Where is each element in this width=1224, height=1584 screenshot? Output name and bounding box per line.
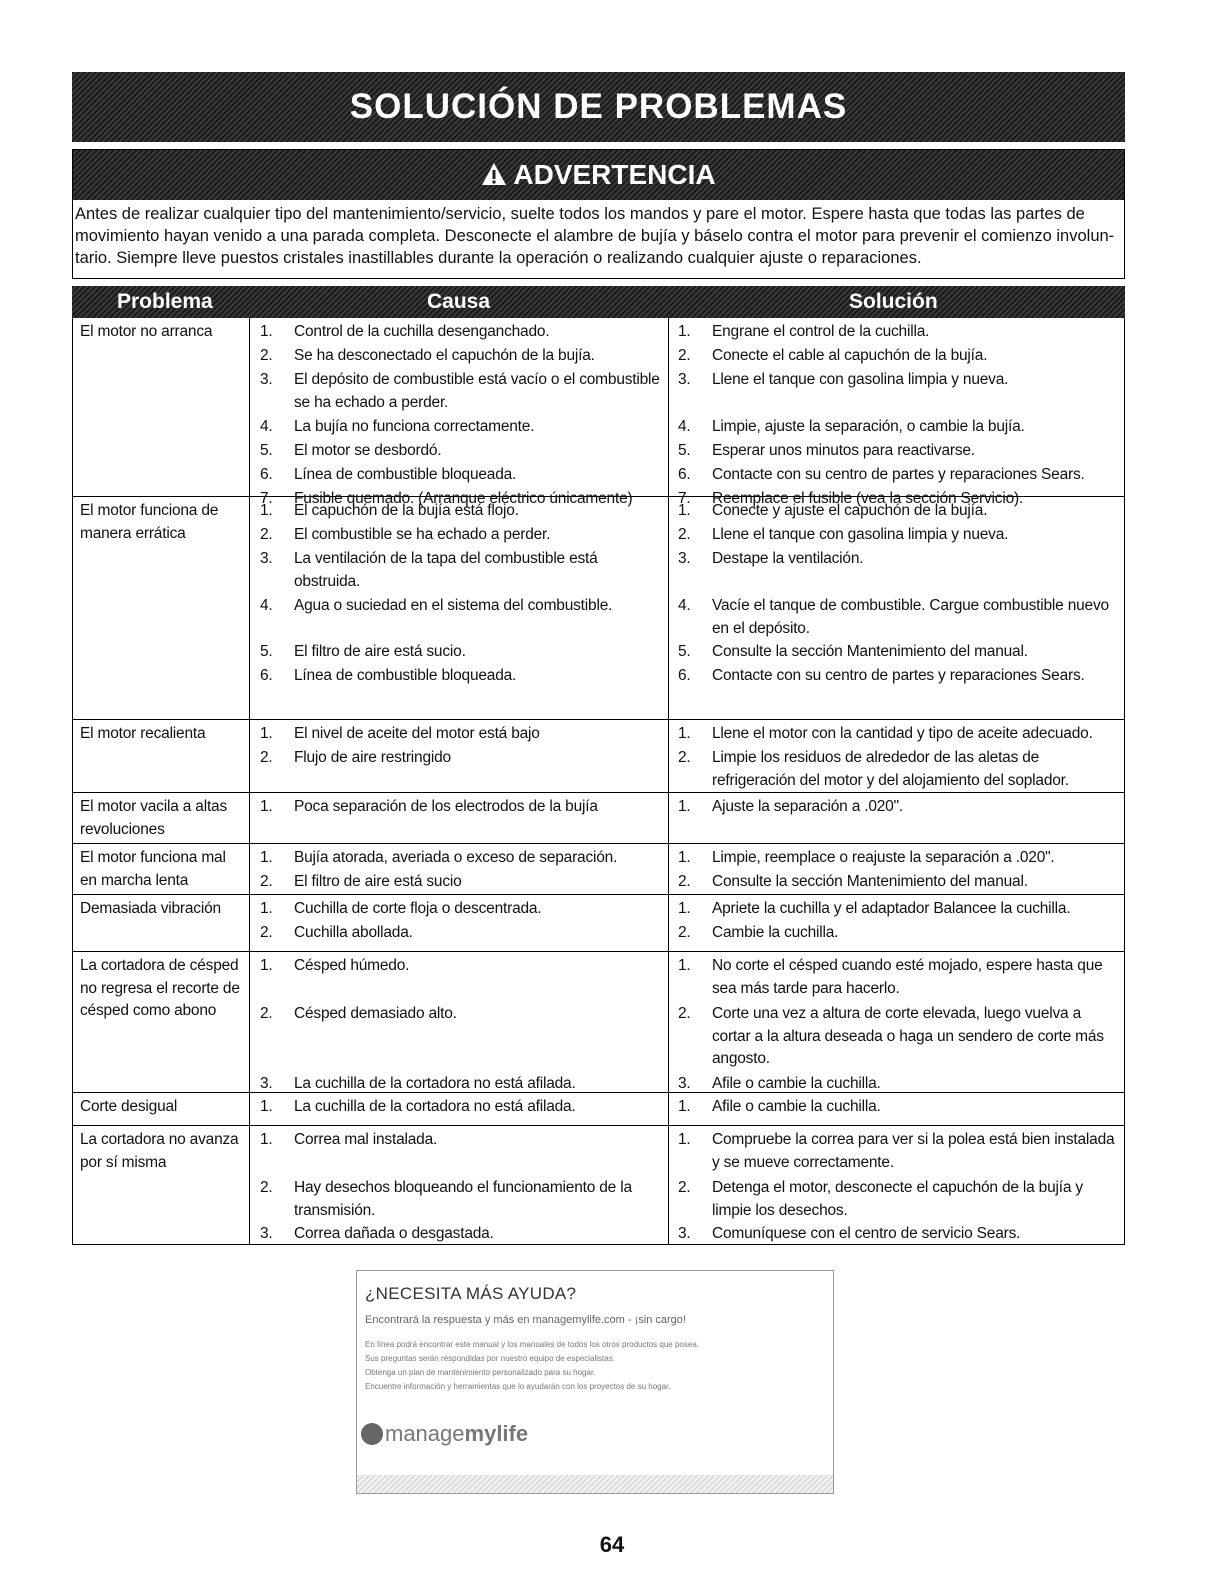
item-number: 1.: [260, 849, 273, 866]
solution-item: [678, 321, 1118, 344]
solution-item: [678, 464, 1118, 487]
header-cause: Causa: [427, 290, 491, 313]
item-text: Compruebe la correa para ver si la polea está bien instalada y se mueve correctamente.: [712, 1131, 1115, 1171]
item-number: 6.: [678, 466, 691, 483]
cause-item: [260, 440, 662, 463]
problem-cell: El motor recalienta: [80, 725, 206, 742]
item-number: 1.: [678, 900, 691, 917]
item-number: 1.: [260, 1131, 273, 1148]
help-box: [356, 1270, 834, 1494]
item-number: 2.: [678, 873, 691, 890]
item-number: 1.: [678, 957, 691, 974]
cause-item: [260, 1003, 662, 1026]
item-text: Llene el tanque con gasolina limpia y nueva.: [712, 526, 1009, 543]
help-subtitle: Encontrará la respuesta y más en managemylife.com - ¡sin cargo!: [365, 1314, 686, 1326]
cause-item: [260, 1096, 662, 1119]
item-text: Ajuste la separación a .020".: [712, 798, 903, 815]
item-text: La cuchilla de la cortadora no está afilada.: [294, 1075, 576, 1092]
table-header: [72, 286, 1125, 318]
item-text: Destape la ventilación.: [712, 550, 864, 567]
header-solution: Solución: [849, 290, 938, 313]
item-text: Línea de combustible bloqueada.: [294, 667, 517, 684]
help-title: ¿NECESITA MÁS AYUDA?: [365, 1284, 577, 1303]
help-item: Sus preguntas serán respondidas por nuestro equipo de especialistas.: [365, 1354, 615, 1363]
troubleshooting-table: [72, 286, 1125, 1245]
page-number: 64: [599, 1532, 625, 1557]
solution-item: [678, 345, 1118, 368]
item-text: Fusible quemado. (Arranque eléctrico únicamente): [294, 490, 633, 507]
table-row: [72, 318, 1125, 507]
help-item: En línea podrá encontrar este manual y los manuales de todos los otros productos que posea.: [365, 1340, 699, 1349]
cause-item: [260, 665, 662, 688]
item-number: 1.: [260, 502, 273, 519]
cause-item: [260, 796, 662, 819]
item-text: La ventilación de la tapa del combustible está obstruida.: [294, 550, 598, 590]
item-number: 7.: [260, 490, 273, 507]
item-text: Hay desechos bloqueando el funcionamiento de la transmisión.: [294, 1179, 632, 1219]
solution-item: [678, 665, 1118, 688]
warning-icon: [481, 152, 507, 202]
item-number: 3.: [260, 550, 273, 567]
warning-header: [73, 150, 1124, 200]
item-text: Flujo de aire restringido: [294, 749, 451, 766]
item-number: 1.: [678, 725, 691, 742]
item-text: Corte una vez a altura de corte elevada, luego vuelva a cortar a la altura deseada o haga un sendero de corte más angosto.: [712, 1005, 1104, 1067]
problem-cell: El motor vacila a altas revoluciones: [80, 798, 228, 838]
item-text: El combustible se ha echado a perder.: [294, 526, 551, 543]
item-text: Apriete la cuchilla y el adaptador Balancee la cuchilla.: [712, 900, 1071, 917]
solution-item: [678, 723, 1118, 746]
item-number: 4.: [678, 597, 691, 614]
help-list: [365, 1338, 699, 1394]
solution-item: [678, 595, 1118, 640]
solution-item: [678, 440, 1118, 463]
table-row: [72, 1126, 1125, 1245]
item-text: Césped demasiado alto.: [294, 1005, 457, 1022]
item-text: No corte el césped cuando esté mojado, espere hasta que sea más tarde para hacerlo.: [712, 957, 1103, 997]
item-number: 5.: [260, 442, 273, 459]
item-number: 1.: [678, 502, 691, 519]
solution-item: [678, 416, 1118, 439]
item-text: Correa dañada o desgastada.: [294, 1225, 494, 1242]
item-number: 2.: [678, 924, 691, 941]
cause-item: [260, 464, 662, 487]
item-text: Detenga el motor, desconecte el capuchón de la bujía y limpie los desechos.: [712, 1179, 1083, 1219]
solution-item: [678, 898, 1118, 921]
table-row: [72, 844, 1125, 895]
item-number: 1.: [260, 725, 273, 742]
cause-item: [260, 416, 662, 439]
item-text: Engrane el control de la cuchilla.: [712, 323, 930, 340]
solution-item: [678, 871, 1118, 894]
item-number: 2.: [260, 924, 273, 941]
problem-cell: La cortadora no avanza por sí misma: [80, 1131, 239, 1171]
warning-box: [72, 149, 1125, 279]
help-strip: [357, 1475, 833, 1493]
cause-item: [260, 1223, 662, 1246]
item-number: 2.: [260, 873, 273, 890]
help-item: Obtenga un plan de mantenimiento personalizado para su hogar.: [365, 1368, 596, 1377]
item-number: 2.: [260, 526, 273, 543]
warning-text: [73, 200, 1124, 269]
logo-text-1: manage: [385, 1421, 465, 1446]
item-number: 1.: [678, 1098, 691, 1115]
solution-item: [678, 1096, 1118, 1119]
cause-item: [260, 955, 662, 978]
item-number: 1.: [260, 323, 273, 340]
solution-item: [678, 922, 1118, 945]
item-number: 2.: [260, 347, 273, 364]
item-text: Control de la cuchilla desenganchado.: [294, 323, 550, 340]
item-number: 1.: [678, 323, 691, 340]
item-number: 4.: [260, 418, 273, 435]
item-text: Llene el tanque con gasolina limpia y nueva.: [712, 371, 1009, 388]
item-number: 2.: [678, 526, 691, 543]
problem-cell: El motor funciona mal en marcha lenta: [80, 849, 226, 889]
item-text: Contacte con su centro de partes y reparaciones Sears.: [712, 466, 1085, 483]
item-text: Bujía atorada, averiada o exceso de separación.: [294, 849, 618, 866]
item-number: 5.: [678, 442, 691, 459]
item-text: El depósito de combustible está vacío o el combustible se ha echado a perder.: [294, 371, 660, 411]
cause-item: [260, 1129, 662, 1152]
cause-item: [260, 871, 662, 894]
warning-line: Antes de realizar cualquier tipo del mantenimiento/servicio, suelte todos los mandos y pare el motor. Espere hasta que todas las partes de: [75, 205, 1085, 223]
problem-cell: La cortadora de césped no regresa el recorte de césped como abono: [80, 957, 240, 1019]
item-text: Cuchilla de corte floja o descentrada.: [294, 900, 542, 917]
item-number: 2.: [260, 749, 273, 766]
cause-item: [260, 321, 662, 344]
problem-cell: Corte desigual: [80, 1098, 178, 1115]
item-text: El motor se desbordó.: [294, 442, 442, 459]
cause-item: [260, 847, 662, 870]
problem-cell: El motor funciona de manera errática: [80, 502, 219, 542]
item-number: 2.: [678, 347, 691, 364]
item-text: Reemplace el fusible (vea la sección Servicio).: [712, 490, 1024, 507]
solution-item: [678, 524, 1118, 547]
cause-item: [260, 922, 662, 945]
item-text: Agua o suciedad en el sistema del combustible.: [294, 597, 613, 614]
warning-line: tario. Siempre lleve puestos cristales inastillables durante la operación o realizando cualquier ajuste o reparaciones.: [75, 249, 922, 267]
item-text: Poca separación de los electrodos de la bujía: [294, 798, 598, 815]
item-number: 6.: [678, 667, 691, 684]
item-number: 3.: [678, 371, 691, 388]
item-text: Se ha desconectado el capuchón de la bujía.: [294, 347, 595, 364]
warning-line: movimiento hayan venido a una parada completa. Desconecte el alambre de bujía y báselo contra el motor para prevenir el comienzo involun-: [75, 227, 1115, 245]
item-text: Consulte la sección Mantenimiento del manual.: [712, 643, 1028, 660]
item-text: Limpie, ajuste la separación, o cambie la bujía.: [712, 418, 1025, 435]
table-row: [72, 952, 1125, 1093]
item-text: Correa mal instalada.: [294, 1131, 438, 1148]
item-text: Línea de combustible bloqueada.: [294, 466, 517, 483]
solution-item: [678, 500, 1118, 523]
item-text: Conecte y ajuste el capuchón de la bujía.: [712, 502, 988, 519]
problem-cell: El motor no arranca: [80, 323, 213, 340]
item-text: Limpie los residuos de alrededor de las aletas de refrigeración del motor y del alojamiento del soplador.: [712, 749, 1069, 789]
cause-item: [260, 1177, 662, 1222]
cause-item: [260, 723, 662, 746]
item-number: 1.: [260, 798, 273, 815]
item-text: Conecte el cable al capuchón de la bujía.: [712, 347, 988, 364]
item-number: 6.: [260, 466, 273, 483]
item-number: 2.: [678, 749, 691, 766]
item-text: La cuchilla de la cortadora no está afilada.: [294, 1098, 576, 1115]
item-text: Contacte con su centro de partes y reparaciones Sears.: [712, 667, 1085, 684]
item-text: La bujía no funciona correctamente.: [294, 418, 535, 435]
cause-item: [260, 524, 662, 547]
cause-item: [260, 548, 662, 593]
item-number: 3.: [260, 371, 273, 388]
table-row: [72, 1093, 1125, 1126]
solution-item: [678, 847, 1118, 870]
item-number: 4.: [678, 418, 691, 435]
item-number: 2.: [678, 1005, 691, 1022]
item-text: El filtro de aire está sucio: [294, 873, 462, 890]
logo-text-2: mylife: [464, 1421, 529, 1446]
item-text: Comuníquese con el centro de servicio Sears.: [712, 1225, 1021, 1242]
warning-title: ADVERTENCIA: [513, 159, 716, 190]
item-number: 4.: [260, 597, 273, 614]
solution-item: [678, 369, 1118, 392]
item-number: 1.: [678, 798, 691, 815]
item-number: 1.: [260, 957, 273, 974]
item-number: 5.: [678, 643, 691, 660]
cause-item: [260, 345, 662, 368]
solution-item: [678, 548, 1118, 571]
cause-item: [260, 500, 662, 523]
item-number: 1.: [260, 1098, 273, 1115]
solution-item: [678, 955, 1118, 1000]
item-text: El capuchón de la bujía está flojo.: [294, 502, 519, 519]
header-problem: Problema: [117, 290, 213, 313]
table-row: [72, 793, 1125, 844]
solution-item: [678, 1177, 1118, 1222]
cause-item: [260, 595, 662, 618]
item-number: 2.: [260, 1179, 273, 1196]
table-row: [72, 497, 1125, 720]
item-text: Cuchilla abollada.: [294, 924, 413, 941]
item-text: Limpie, reemplace o reajuste la separación a .020".: [712, 849, 1055, 866]
problem-cell: Demasiada vibración: [80, 900, 221, 917]
logo-mark-icon: [361, 1423, 383, 1445]
item-text: Esperar unos minutos para reactivarse.: [712, 442, 975, 459]
page-title: SOLUCIÓN DE PROBLEMAS: [72, 72, 1125, 142]
cause-item: [260, 747, 662, 770]
item-number: 1.: [678, 1131, 691, 1148]
item-text: Afile o cambie la cuchilla.: [712, 1098, 881, 1115]
cause-item: [260, 369, 662, 414]
item-text: El nivel de aceite del motor está bajo: [294, 725, 540, 742]
item-number: 3.: [678, 1225, 691, 1242]
managemylife-logo: [361, 1421, 528, 1447]
item-number: 1.: [260, 900, 273, 917]
item-number: 6.: [260, 667, 273, 684]
item-text: Llene el motor con la cantidad y tipo de aceite adecuado.: [712, 725, 1093, 742]
item-text: Cambie la cuchilla.: [712, 924, 839, 941]
solution-item: [678, 796, 1118, 819]
item-number: 2.: [260, 1005, 273, 1022]
solution-item: [678, 641, 1118, 664]
item-number: 3.: [260, 1225, 273, 1242]
item-text: Césped húmedo.: [294, 957, 410, 974]
item-number: 7.: [678, 490, 691, 507]
table-row: [72, 720, 1125, 793]
item-text: El filtro de aire está sucio.: [294, 643, 466, 660]
item-number: 3.: [678, 1075, 691, 1092]
help-item: Encuentre información y herramientas que lo ayudarán con los proyectos de su hogar.: [365, 1382, 671, 1391]
cause-item: [260, 898, 662, 921]
item-text: Vacíe el tanque de combustible. Cargue combustible nuevo en el depósito.: [712, 597, 1109, 637]
item-number: 2.: [678, 1179, 691, 1196]
item-text: Afile o cambie la cuchilla.: [712, 1075, 881, 1092]
item-number: 3.: [678, 550, 691, 567]
item-number: 1.: [678, 849, 691, 866]
solution-item: [678, 1003, 1118, 1071]
solution-item: [678, 747, 1118, 792]
item-number: 3.: [260, 1075, 273, 1092]
solution-item: [678, 1223, 1118, 1246]
item-text: Consulte la sección Mantenimiento del manual.: [712, 873, 1028, 890]
solution-item: [678, 1129, 1118, 1174]
cause-item: [260, 641, 662, 664]
table-row: [72, 895, 1125, 952]
item-number: 5.: [260, 643, 273, 660]
